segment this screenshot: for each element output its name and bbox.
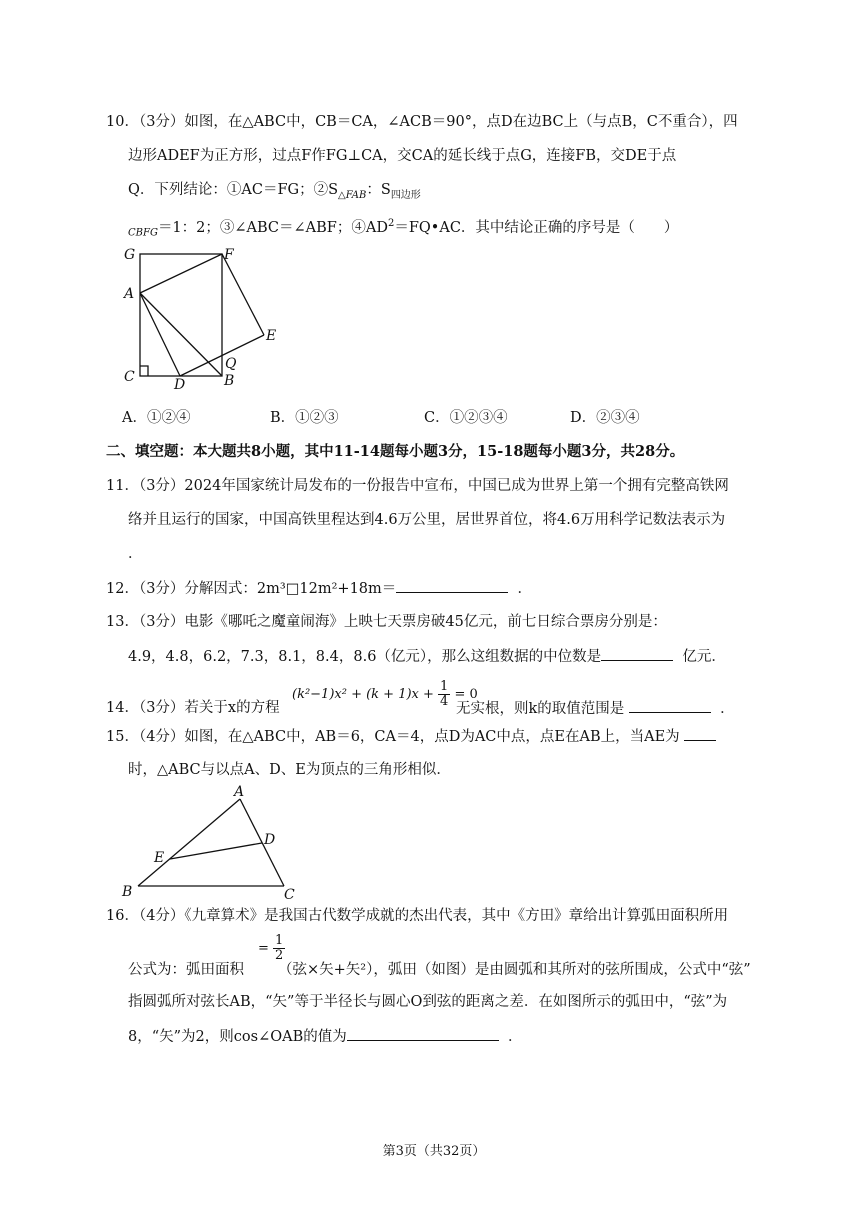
rect-gfbc bbox=[140, 254, 222, 376]
fig10-label-a: A bbox=[124, 286, 135, 302]
q14-suffix: 无实根，则k的取值范围是 ． bbox=[456, 698, 735, 719]
q12-answer-blank[interactable] bbox=[396, 578, 508, 593]
fig10-label-e: E bbox=[266, 328, 277, 344]
q10-option-c: C．①②③④ bbox=[424, 410, 508, 426]
q15-figure bbox=[118, 782, 308, 902]
q15-line2: 时，△ABC与以点A、D、E为顶点的三角形相似． bbox=[128, 762, 451, 778]
page-footer: 第3页（共32页） bbox=[382, 1144, 486, 1159]
q14-prefix: 14．（3分）若关于x的方程 bbox=[106, 700, 280, 716]
q16-line4: 8，“矢”为2，则cos∠OAB的值为 ． bbox=[128, 1026, 522, 1047]
q16-answer-blank[interactable] bbox=[347, 1026, 499, 1041]
q10-line1: 10．（3分）如图，在△ABC中，CB＝CA，∠ACB＝90°，点D在边BC上（与点B，C不重合），四 bbox=[106, 114, 738, 130]
fig10-label-b: B bbox=[224, 373, 235, 389]
fig15-label-c: C bbox=[284, 887, 295, 902]
q16-fraction: $\frac{1}{2}$ bbox=[275, 933, 284, 963]
q16-line1: 16．（4分）《九章算术》是我国古代数学成就的杰出代表，其中《方田》章给出计算弧田面积所用 bbox=[106, 908, 729, 924]
q10-line3: Q．下列结论：①AC＝FG；$②S_{\triangle FAB}$：$S_{四边形}$ bbox=[128, 182, 421, 201]
q11-line2: 络并且运行的国家，中国高铁里程达到4.6万公里，居世界首位，将4.6万用科学记数法表示为 bbox=[128, 512, 726, 528]
fig15-label-a: A bbox=[234, 784, 245, 800]
q10-option-b: B．①②③ bbox=[270, 410, 339, 426]
q15-answer-blank[interactable] bbox=[684, 726, 716, 741]
q12-line: 12．（3分）分解因式：2m³□12m²+18m＝ ． bbox=[106, 578, 532, 599]
fig15-label-e: E bbox=[154, 850, 165, 866]
q10-figure bbox=[118, 240, 288, 390]
fig10-label-g: G bbox=[124, 247, 136, 263]
q10-option-a: A．①②④ bbox=[122, 410, 191, 426]
q14-equation: (k²−1)x² + (k + 1)x + $\frac{1}{4}$ = 0 bbox=[292, 679, 478, 709]
section-2-heading: 二、填空题：本大题共8小题，其中11-14题每小题3分，15-18题每小题3分，共28分。 bbox=[106, 443, 685, 460]
fig15-label-b: B bbox=[122, 884, 133, 900]
q11-line1: 11．（3分）2024年国家统计局发布的一份报告中宣布，中国已成为世界上第一个拥有完整高铁网 bbox=[106, 478, 729, 494]
fig10-label-c: C bbox=[124, 369, 135, 385]
q11-line3: ． bbox=[128, 546, 143, 562]
q13-line2: 4.9，4.8，6.2，7.3，8.1，8.4，8.6（亿元），那么这组数据的中位数是 亿元． bbox=[128, 646, 726, 667]
fig10-label-d: D bbox=[174, 377, 186, 390]
q13-answer-blank[interactable] bbox=[601, 646, 673, 661]
q16-fraction-block: = $\frac{1}{2}$ bbox=[258, 933, 284, 963]
fig10-label-q: Q bbox=[225, 356, 237, 372]
q13-line1: 13．（3分）电影《哪吒之魔童闹海》上映七天票房破45亿元，前七日综合票房分别是： bbox=[106, 614, 667, 630]
q15-line1: 15．（4分）如图，在△ABC中，AB＝6，CA＝4，点D为AC中点，点E在AB上，当AE为 bbox=[106, 726, 716, 747]
q14-fraction: $\frac{1}{4}$ bbox=[440, 679, 449, 709]
q16-line3: 指圆弧所对弦长AB，“矢”等于半径长与圆心O到弦的距离之差．在如图所示的弧田中，“弦”为 bbox=[128, 994, 728, 1010]
q16-line2b: （弦×矢+矢²），弧田（如图）是由圆弧和其所对的弦所围成，公式中“弦” bbox=[278, 962, 751, 978]
q10-line4: $_{CBFG}$＝1：2；③∠ABC＝∠ABF；$④AD^2=FQ•AC$．其中结论正确的序号是（ ） bbox=[128, 218, 679, 239]
q10-option-d: D．②③④ bbox=[570, 410, 640, 426]
fig15-label-d: D bbox=[264, 832, 276, 848]
fig10-label-f: F bbox=[224, 247, 234, 263]
q10-line2: 边形ADEF为正方形，过点F作FG⊥CA，交CA的延长线于点G，连接FB，交DE于点 bbox=[128, 148, 677, 164]
q16-line2a: 公式为：弧田面积 bbox=[128, 962, 244, 978]
q14-answer-blank[interactable] bbox=[629, 698, 711, 713]
